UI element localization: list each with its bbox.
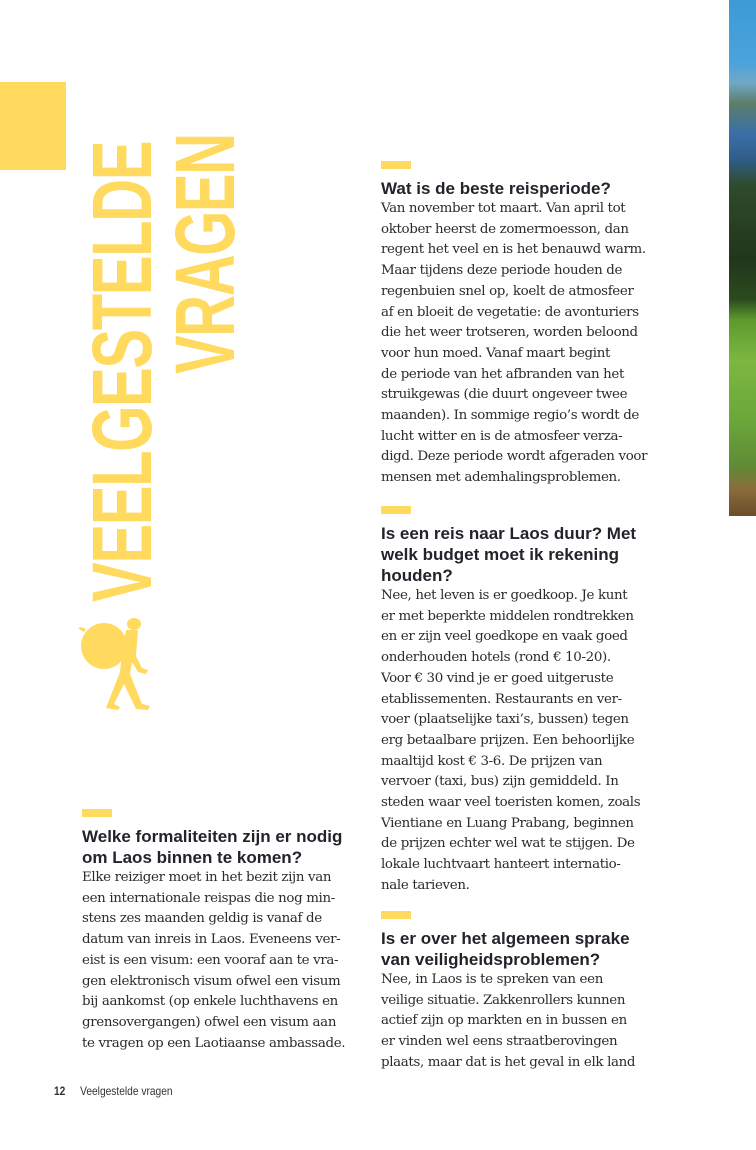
faq-question — [381, 928, 661, 970]
accent-bar — [82, 809, 112, 817]
faq-question — [82, 826, 357, 868]
question-line: om Laos binnen te komen? — [82, 848, 303, 867]
answer-line: voor hun moed. Vanaf maart begint — [381, 345, 610, 361]
faq-answer — [381, 586, 661, 897]
page-title-line2: VRAGEN — [158, 134, 252, 374]
answer-line: er vinden wel eens straatberovingen — [381, 1034, 618, 1050]
faq-answer — [82, 868, 357, 1054]
answer-line: datum van inreis in Laos. Eveneens ver- — [82, 932, 341, 948]
faq-answer — [381, 970, 661, 1074]
page-title-line1: VEELGESTELDE — [75, 141, 169, 602]
answer-line: nale tarieven. — [381, 877, 470, 893]
answer-line: Voor € 30 vind je er goed uitgeruste — [381, 670, 614, 686]
question-line: houden? — [381, 566, 453, 585]
answer-line: Nee, het leven is er goedkoop. Je kunt — [381, 588, 628, 603]
answer-line: struikgewas (die duurt ongeveer twee — [381, 387, 628, 403]
question-line: Is een reis naar Laos duur? Met — [381, 524, 637, 543]
question-line: Is er over het algemeen sprake — [381, 929, 630, 948]
landscape-photo-strip — [729, 0, 756, 516]
hiker-with-sack-icon — [76, 616, 156, 712]
answer-line: steden waar veel toeristen komen, zoals — [381, 795, 641, 811]
accent-bar — [381, 506, 411, 514]
answer-line: bij aankomst (op enkele luchthavens en — [82, 994, 338, 1010]
faq-question — [381, 523, 661, 586]
answer-line: vervoer (taxi, bus) zijn gemiddeld. In — [381, 774, 619, 790]
answer-line: veilige situatie. Zakkenrollers kunnen — [381, 992, 626, 1008]
accent-bar — [381, 161, 411, 169]
faq-item-budget — [381, 506, 661, 897]
answer-line: plaats, maar dat is het geval in elk land — [381, 1054, 636, 1070]
faq-item-travel-period — [381, 161, 661, 489]
decorative-yellow-block — [0, 82, 66, 170]
answer-line: regenbuien snel op, koelt de atmosfeer — [381, 283, 634, 299]
answer-line: erg betaalbare prijzen. Een behoorlijke — [381, 732, 635, 748]
question-line: welk budget moet ik rekening — [381, 545, 620, 564]
answer-line: maaltijd kost € 3-6. De prijzen van — [381, 753, 603, 769]
faq-item-safety — [381, 911, 661, 1074]
answer-line: de periode van het afbranden van het — [381, 366, 625, 382]
answer-line: en er zijn veel goedkope en vaak goed — [381, 629, 628, 645]
answer-line: stens zes maanden geldig is vanaf de — [82, 911, 322, 927]
faq-item-formalities — [82, 809, 357, 1054]
answer-line: te vragen op een Laotiaanse ambassade. — [82, 1035, 346, 1051]
answer-line: digd. Deze periode wordt afgeraden voor — [381, 449, 648, 465]
question-line: Welke formaliteiten zijn er nodig — [82, 827, 343, 846]
answer-line: maanden). In sommige regio’s wordt de — [381, 408, 639, 424]
page-footer — [54, 1084, 173, 1098]
answer-line: die het weer trotseren, worden beloond — [381, 325, 638, 341]
accent-bar — [381, 911, 411, 919]
answer-line: Nee, in Laos is te spreken van een — [381, 972, 603, 987]
faq-question: Wat is de beste reisperiode? — [381, 179, 611, 198]
answer-line: Vientiane en Luang Prabang, beginnen — [381, 815, 634, 831]
answer-line: onderhouden hotels (rond € 10-20). — [381, 650, 611, 666]
answer-line: voer (plaatselijke taxi’s, bussen) tegen — [381, 712, 629, 728]
question-line: van veiligheidsproblemen? — [381, 950, 601, 969]
answer-line: gen elektronisch visum ofwel een visum — [82, 973, 341, 989]
answer-line: af en bloeit de vegetatie: de avonturiers — [381, 304, 639, 320]
answer-line: grensovergangen) ofwel een visum aan — [82, 1014, 337, 1030]
answer-line: lokale luchtvaart hanteert internatio- — [381, 857, 621, 873]
answer-line: Van november tot maart. Van april tot — [381, 201, 626, 216]
answer-line: er met beperkte middelen rondtrekken — [381, 608, 634, 624]
running-section-title: Veelgestelde vragen — [80, 1084, 173, 1098]
answer-line: lucht witter en is de atmosfeer verza- — [381, 428, 623, 444]
answer-line: regent het veel en is het benauwd warm. — [381, 242, 646, 258]
answer-line: oktober heerst de zomermoesson, dan — [381, 221, 629, 237]
answer-line: actief zijn op markten en in bussen en — [381, 1013, 627, 1029]
answer-line: Maar tijdens deze periode houden de — [381, 263, 623, 279]
answer-line: de prijzen echter wel wat te stijgen. De — [381, 836, 635, 852]
answer-line: mensen met ademhalingsproblemen. — [381, 470, 621, 486]
faq-answer — [381, 199, 661, 489]
answer-line: een internationale reispas die nog min- — [82, 890, 335, 906]
page-number: 12 — [54, 1084, 66, 1098]
answer-line: eist is een visum: een vooraf aan te vra- — [82, 952, 339, 968]
answer-line: etablissementen. Restaurants en ver- — [381, 691, 622, 707]
answer-line: Elke reiziger moet in het bezit zijn van — [82, 870, 332, 885]
